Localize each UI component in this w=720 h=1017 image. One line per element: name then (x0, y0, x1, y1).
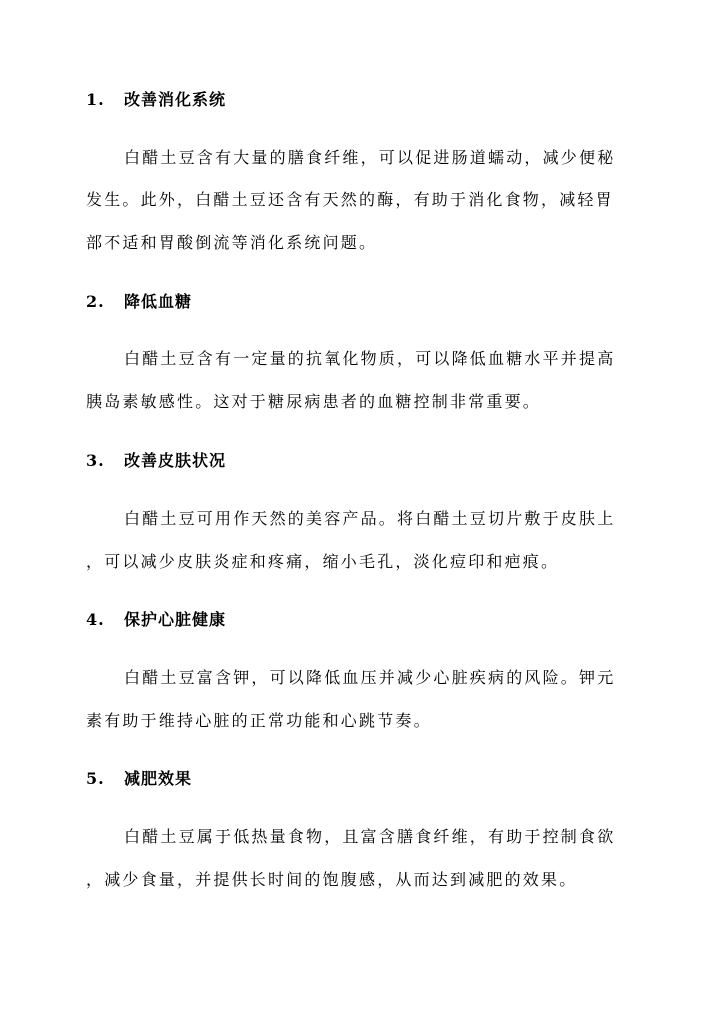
paragraph-line: ，可以减少皮肤炎症和疼痛，缩小毛孔，淡化痘印和疤痕。 (86, 552, 560, 571)
section-title: 保护心脏健康 (124, 610, 227, 629)
paragraph-line: 白醋土豆可用作天然的美容产品。将白醋土豆切片敷于皮肤上 (124, 509, 616, 528)
paragraph-line: 白醋土豆含有大量的膳食纤维，可以促进肠道蠕动，减少便秘 (124, 148, 616, 167)
section-heading (86, 769, 192, 789)
section-number: 5. (86, 769, 105, 788)
section-title: 改善皮肤状况 (124, 451, 227, 470)
paragraph-line: 白醋土豆含有一定量的抗氧化物质，可以降低血糖水平并提高 (124, 349, 616, 368)
section-number: 1. (86, 90, 105, 109)
paragraph-line: ，减少食量，并提供长时间的饱腹感，从而达到减肥的效果。 (86, 870, 578, 889)
paragraph-line: 发生。此外，白醋土豆还含有天然的酶，有助于消化食物，减轻胃 (86, 190, 614, 209)
paragraph-line: 白醋土豆属于低热量食物，且富含膳食纤维，有助于控制食欲 (124, 827, 616, 846)
section-title: 减肥效果 (124, 769, 193, 788)
section-heading (86, 451, 226, 471)
section-heading (86, 90, 226, 110)
paragraph-line: 白醋土豆富含钾，可以降低血压并减少心脏疾病的风险。钾元 (124, 668, 616, 687)
section-title: 降低血糖 (124, 292, 193, 311)
section-number: 3. (86, 451, 105, 470)
section-title: 改善消化系统 (124, 90, 227, 109)
paragraph-line: 胰岛素敏感性。这对于糖尿病患者的血糖控制非常重要。 (86, 392, 542, 411)
paragraph-line: 部不适和胃酸倒流等消化系统问题。 (86, 233, 378, 252)
paragraph-line: 素有助于维持心脏的正常功能和心跳节奏。 (86, 711, 432, 730)
section-number: 2. (86, 292, 105, 311)
section-heading (86, 292, 192, 312)
section-heading (86, 610, 226, 630)
section-number: 4. (86, 610, 105, 629)
